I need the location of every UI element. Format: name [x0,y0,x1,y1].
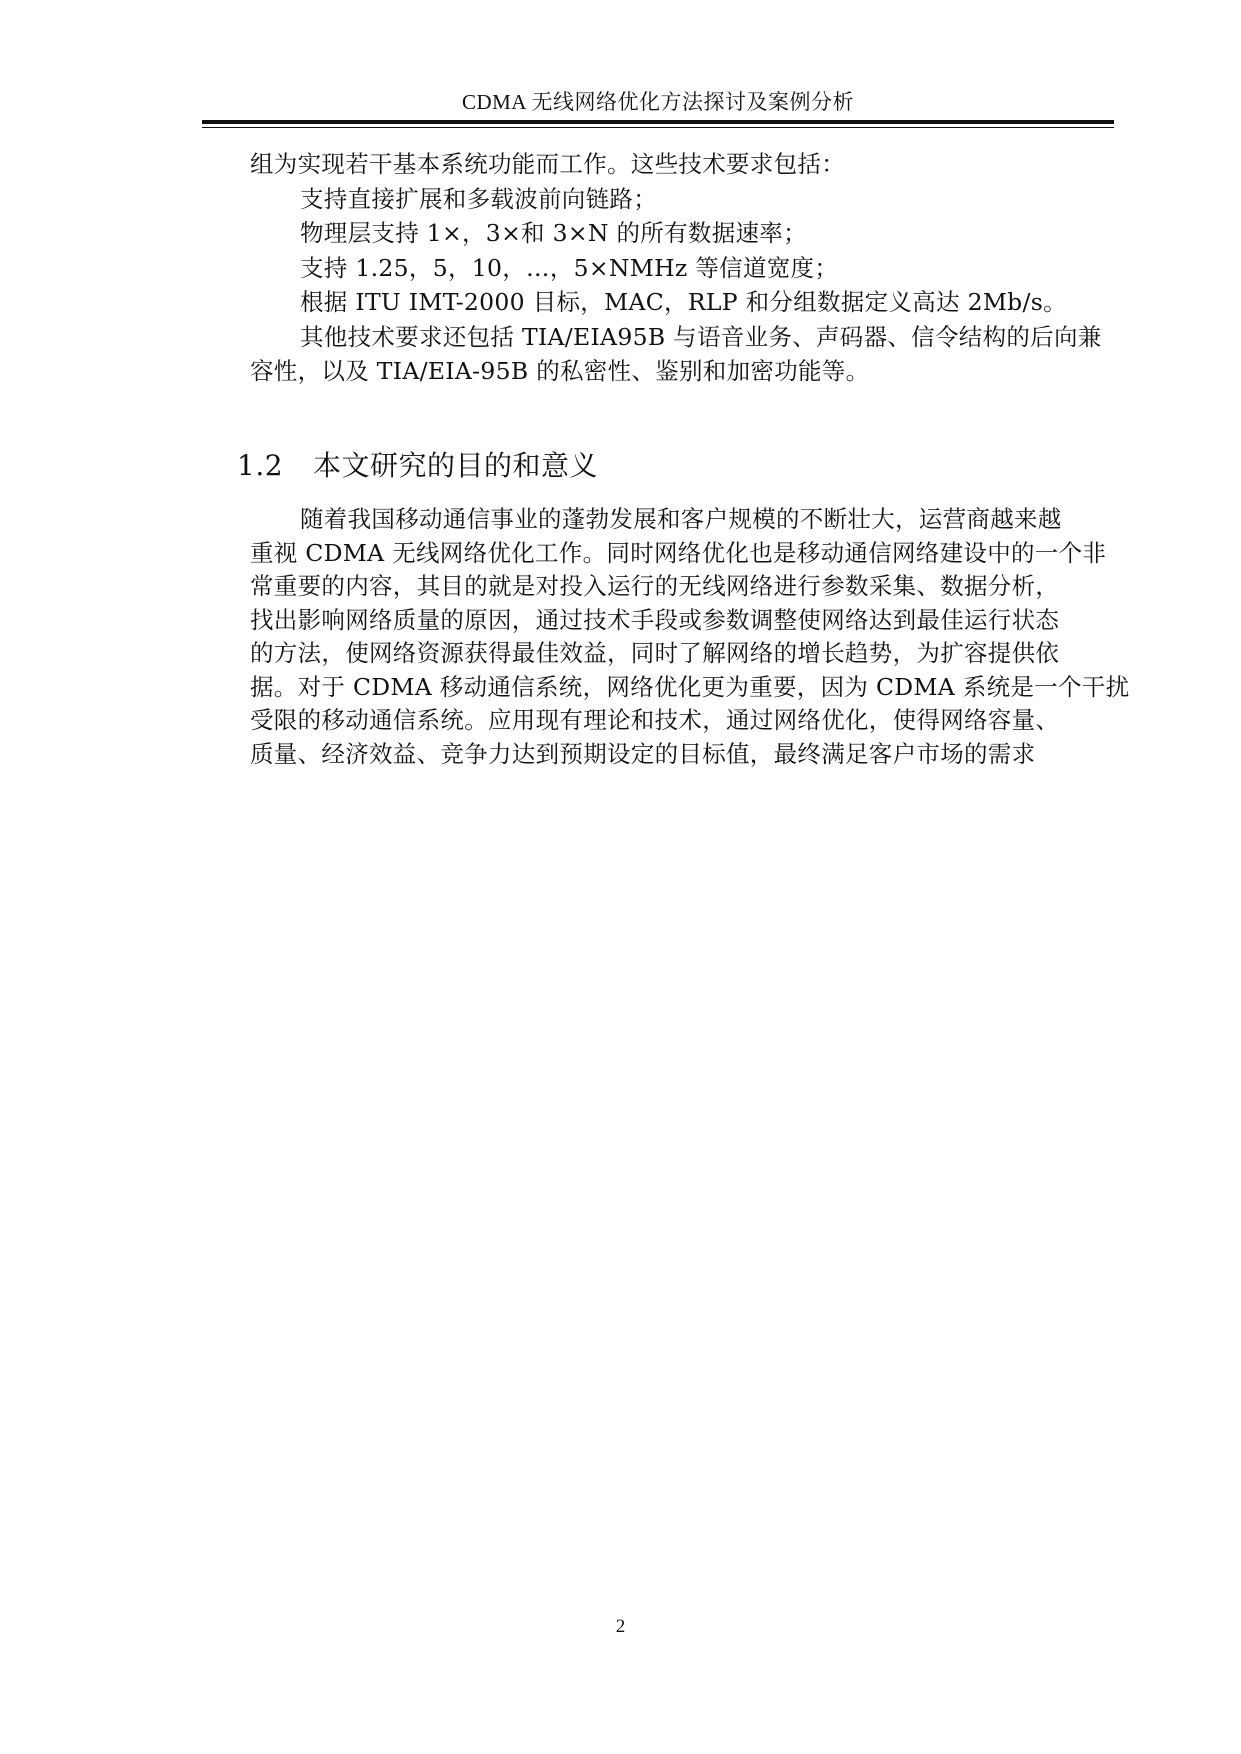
paragraph-line: 随着我国移动通信事业的蓬勃发展和客户规模的不断壮大，运营商越来越 [300,505,1062,533]
list-item: 根据 ITU IMT-2000 目标，MAC，RLP 和分组数据定义高达 2Mb/s。 [300,288,1067,316]
paragraph-line: 受限的移动通信系统。应用现有理论和技术，通过网络优化，使得网络容量、 [250,706,1060,734]
header-rule-thin [202,127,1114,128]
section-1-1-continued [250,147,1102,389]
section-heading [237,444,598,484]
section-number: 1.2 [237,449,284,482]
paragraph-line: 常重要的内容，其目的就是对投入运行的无线网络进行参数采集、数据分析， [250,572,1060,600]
section-1-2-body [250,503,1130,771]
list-item: 物理层支持 1×，3×和 3×N 的所有数据速率； [300,219,807,247]
page-number: 2 [615,1616,626,1637]
list-item: 支持 1.25，5，10，…，5×NMHz 等信道宽度； [300,253,839,282]
paragraph-line: 据。对于 CDMA 移动通信系统，网络优化更为重要，因为 CDMA 系统是一个干扰 [250,672,1130,701]
list-item: 支持直接扩展和多载波前向链路； [300,184,657,213]
paragraph-line: 其他技术要求还包括 TIA/EIA95B 与语音业务、声码器、信令结构的后向兼 [300,322,1102,351]
paragraph-line: 容性，以及 TIA/EIA-95B 的私密性、鉴别和加密功能等。 [250,357,870,385]
paragraph-line: 的方法，使网络资源获得最佳效益，同时了解网络的增长趋势，为扩容提供依 [250,639,1060,667]
paragraph-line: 找出影响网络质量的原因，通过技术手段或参数调整使网络达到最佳运行状态 [250,605,1060,634]
header-rule-thick [202,120,1114,124]
running-header: CDMA 无线网络优化方法探讨及案例分析 [461,90,855,114]
paragraph-line: 重视 CDMA 无线网络优化工作。同时网络优化也是移动通信网络建设中的一个非 [250,538,1107,567]
paragraph-line: 组为实现若干基本系统功能而工作。这些技术要求包括： [250,150,845,178]
section-title: 本文研究的目的和意义 [313,449,599,482]
paragraph-line: 质量、经济效益、竞争力达到预期设定的目标值，最终满足客户市场的需求 [250,739,1036,768]
